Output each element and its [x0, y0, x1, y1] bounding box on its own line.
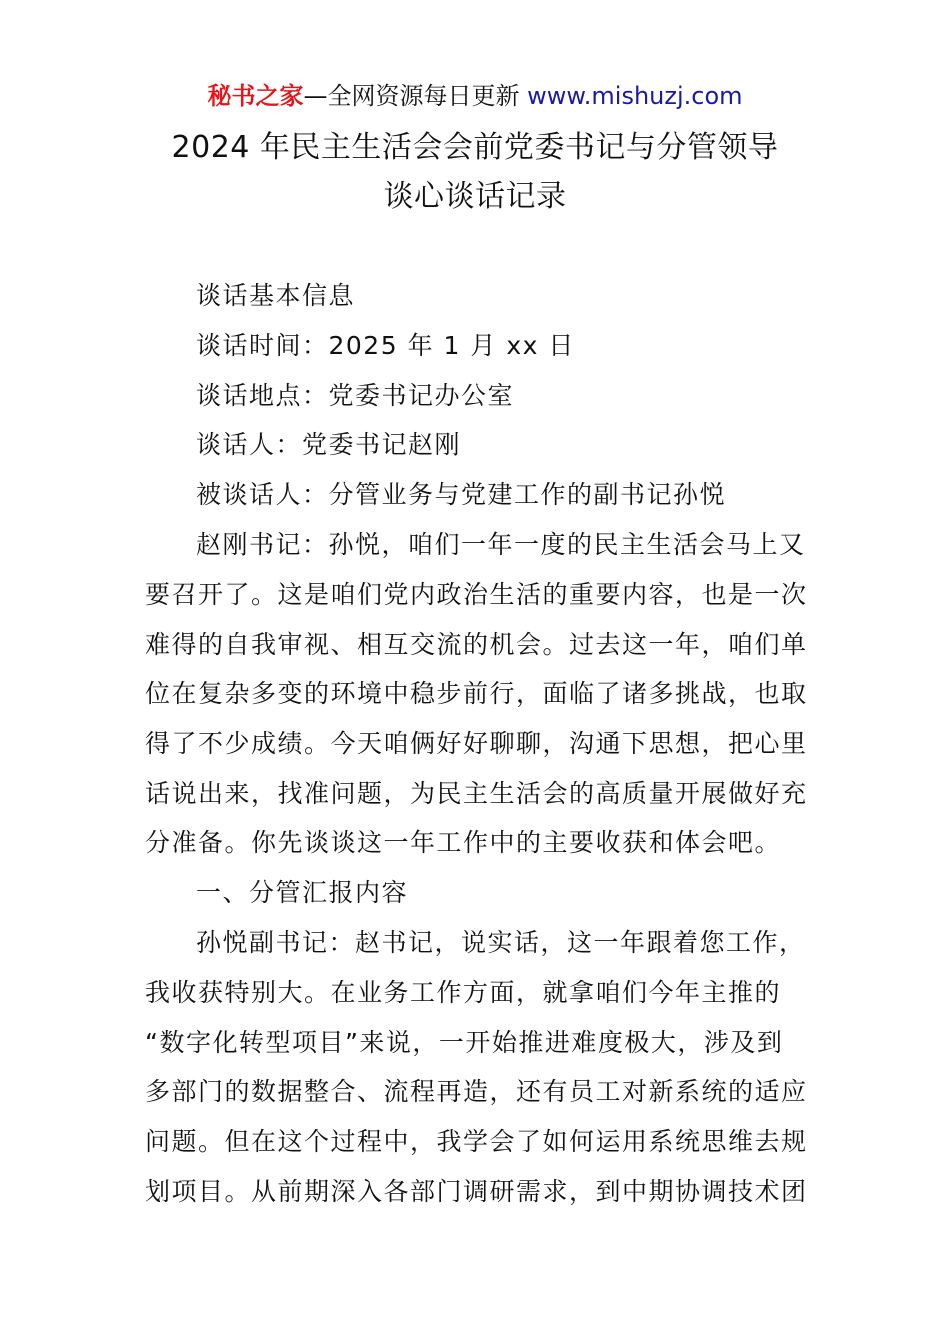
paragraph-line: 赵刚书记：孙悦，咱们一年一度的民主生活会马上又: [196, 530, 806, 559]
info-interviewer: 谈话人：党委书记赵刚: [196, 430, 462, 459]
paragraph-line: 位在复杂多变的环境中稳步前行，面临了诸多挑战，也取: [145, 679, 808, 708]
paragraph-line: 话说出来，找准问题，为民主生活会的高质量开展做好充: [145, 779, 808, 808]
document-title-line-2: 谈心谈话记录: [383, 179, 567, 214]
paragraph-line: 得了不少成绩。今天咱俩好好聊聊，沟通下思想，把心里: [145, 729, 808, 758]
paragraph-line: 分准备。你先谈谈这一年工作中的主要收获和体会吧。: [145, 828, 782, 857]
info-heading: 谈话基本信息: [196, 281, 356, 310]
site-brand: 秘书之家: [207, 82, 304, 110]
paragraph-line: 难得的自我审视、相互交流的机会。过去这一年，咱们单: [145, 630, 808, 659]
site-tagline: —全网资源每日更新: [303, 82, 528, 110]
info-time: 谈话时间：2025 年 1 月 xx 日: [196, 331, 575, 360]
info-interviewee: 被谈话人：分管业务与党建工作的副书记孙悦: [196, 480, 727, 509]
info-place: 谈话地点：党委书记办公室: [196, 381, 515, 410]
paragraph-line: 孙悦副书记：赵书记，说实话，这一年跟着您工作，: [196, 928, 806, 957]
paragraph-line: 我收获特别大。在业务工作方面，就拿咱们今年主推的: [145, 978, 782, 1007]
document-title-line-1: 2024 年民主生活会会前党委书记与分管领导: [171, 130, 779, 165]
site-url-link[interactable]: www.mishuzj.com: [527, 82, 743, 110]
section-heading: 一、分管汇报内容: [196, 878, 409, 907]
paragraph-line: 多部门的数据整合、流程再造，还有员工对新系统的适应: [145, 1077, 808, 1106]
paragraph-line: “数字化转型项目”来说，一开始推进难度极大，涉及到: [145, 1028, 784, 1057]
paragraph-line: 划项目。从前期深入各部门调研需求，到中期协调技术团: [145, 1177, 808, 1206]
site-header: [0, 78, 950, 114]
paragraph-line: 要召开了。这是咱们党内政治生活的重要内容，也是一次: [145, 580, 808, 609]
paragraph-line: 问题。但在这个过程中，我学会了如何运用系统思维去规: [145, 1127, 808, 1156]
